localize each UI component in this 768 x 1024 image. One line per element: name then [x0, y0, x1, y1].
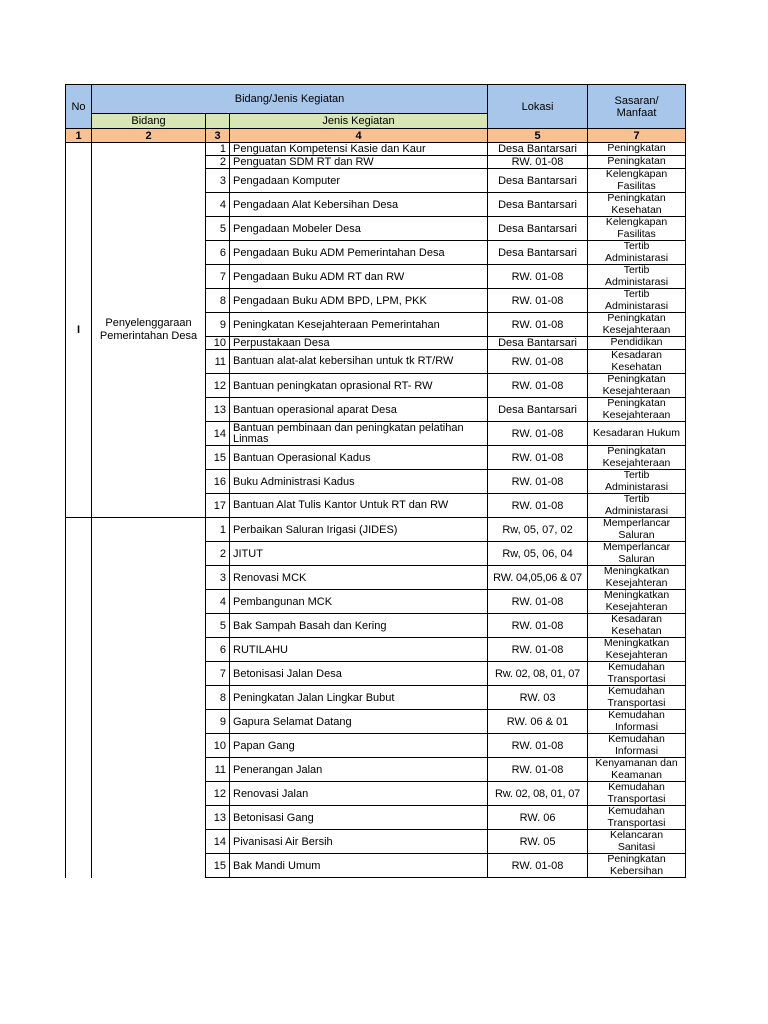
target-benefit: Peningkatan: [588, 143, 686, 156]
activity-name: Buku Administrasi Kadus: [230, 470, 488, 494]
table-row: [66, 143, 686, 156]
header-blank: [206, 114, 230, 129]
location: RW. 01-08: [488, 854, 588, 878]
column-number: 5: [488, 129, 588, 143]
row-number: 11: [206, 758, 230, 782]
target-benefit: Memperlancar Saluran: [588, 518, 686, 542]
header-jenis: Jenis Kegiatan: [230, 114, 488, 129]
activity-name: Penerangan Jalan: [230, 758, 488, 782]
row-number: 15: [206, 854, 230, 878]
location: Desa Bantarsari: [488, 143, 588, 156]
row-number: 10: [206, 734, 230, 758]
row-number: 17: [206, 494, 230, 518]
row-number: 8: [206, 686, 230, 710]
location: Desa Bantarsari: [488, 193, 588, 217]
activity-name: Pengadaan Alat Kebersihan Desa: [230, 193, 488, 217]
row-number: 2: [206, 156, 230, 169]
location: RW. 01-08: [488, 422, 588, 446]
row-number: 11: [206, 350, 230, 374]
location: RW. 01-08: [488, 734, 588, 758]
location: RW. 01-08: [488, 494, 588, 518]
row-number: 3: [206, 169, 230, 193]
location: RW. 01-08: [488, 446, 588, 470]
activity-name: Bak Sampah Basah dan Kering: [230, 614, 488, 638]
activity-name: Pengadaan Mobeler Desa: [230, 217, 488, 241]
target-benefit: Kelancaran Sanitasi: [588, 830, 686, 854]
activity-name: Bak Mandi Umum: [230, 854, 488, 878]
target-benefit: Meningkatkan Kesejahteran: [588, 638, 686, 662]
activity-name: Perbaikan Saluran Irigasi (JIDES): [230, 518, 488, 542]
activity-name: Pivanisasi Air Bersih: [230, 830, 488, 854]
row-number: 16: [206, 470, 230, 494]
activity-name: Pengadaan Buku ADM Pemerintahan Desa: [230, 241, 488, 265]
target-benefit: Tertib Administarasi: [588, 494, 686, 518]
row-number: 9: [206, 710, 230, 734]
row-number: 5: [206, 614, 230, 638]
activity-name: Bantuan peningkatan oprasional RT- RW: [230, 374, 488, 398]
activity-name: Penguatan Kompetensi Kasie dan Kaur: [230, 143, 488, 156]
location: Desa Bantarsari: [488, 241, 588, 265]
activity-name: Betonisasi Jalan Desa: [230, 662, 488, 686]
activity-name: RUTILAHU: [230, 638, 488, 662]
activity-name: Peningkatan Kesejahteraan Pemerintahan: [230, 313, 488, 337]
row-number: 13: [206, 398, 230, 422]
target-benefit: Kemudahan Transportasi: [588, 686, 686, 710]
row-number: 4: [206, 193, 230, 217]
target-benefit: Peningkatan Kesejahteraan: [588, 313, 686, 337]
section-number: I: [66, 143, 92, 518]
location: RW. 01-08: [488, 374, 588, 398]
row-number: 1: [206, 518, 230, 542]
activity-name: Pengadaan Buku ADM RT dan RW: [230, 265, 488, 289]
row-number: 10: [206, 337, 230, 350]
row-number: 14: [206, 422, 230, 446]
target-benefit: Kemudahan Informasi: [588, 710, 686, 734]
target-benefit: Kemudahan Transportasi: [588, 782, 686, 806]
location: RW. 01-08: [488, 614, 588, 638]
row-number: 13: [206, 806, 230, 830]
activity-name: Renovasi MCK: [230, 566, 488, 590]
activity-name: Bantuan pembinaan dan peningkatan pelatihan Linmas: [230, 422, 488, 446]
target-benefit: Tertib Administarasi: [588, 265, 686, 289]
location: RW. 05: [488, 830, 588, 854]
target-benefit: Kesadaran Kesehatan: [588, 350, 686, 374]
target-benefit: Kenyamanan dan Keamanan: [588, 758, 686, 782]
location: Desa Bantarsari: [488, 169, 588, 193]
location: RW. 01-08: [488, 265, 588, 289]
row-number: 1: [206, 143, 230, 156]
location: Rw, 05, 06, 04: [488, 542, 588, 566]
target-benefit: Peningkatan Kesehatan: [588, 193, 686, 217]
table-row: [66, 518, 686, 542]
target-benefit: Kemudahan Transportasi: [588, 806, 686, 830]
section-number: [66, 518, 92, 878]
target-benefit: Kemudahan Informasi: [588, 734, 686, 758]
row-number: 14: [206, 830, 230, 854]
location: Desa Bantarsari: [488, 217, 588, 241]
row-number: 2: [206, 542, 230, 566]
row-number: 8: [206, 289, 230, 313]
header-no: No: [66, 85, 92, 129]
row-number: 3: [206, 566, 230, 590]
location: Rw. 02, 08, 01, 07: [488, 662, 588, 686]
target-benefit: Kesadaran Hukum: [588, 422, 686, 446]
activity-name: Papan Gang: [230, 734, 488, 758]
location: RW. 01-08: [488, 350, 588, 374]
location: RW. 06 & 01: [488, 710, 588, 734]
activity-name: Bantuan alat-alat kebersihan untuk tk RT/RW: [230, 350, 488, 374]
target-benefit: Tertib Administarasi: [588, 470, 686, 494]
target-benefit: Memperlancar Saluran: [588, 542, 686, 566]
row-number: 5: [206, 217, 230, 241]
header-sasaran: Sasaran/ Manfaat: [588, 85, 686, 129]
activity-name: Gapura Selamat Datang: [230, 710, 488, 734]
activity-name: Renovasi Jalan: [230, 782, 488, 806]
location: RW. 04,05,06 & 07: [488, 566, 588, 590]
column-number: 1: [66, 129, 92, 143]
column-number-row: [66, 129, 686, 143]
header-bidang: Bidang: [92, 114, 206, 129]
location: Rw, 05, 07, 02: [488, 518, 588, 542]
row-number: 15: [206, 446, 230, 470]
location: Desa Bantarsari: [488, 398, 588, 422]
row-number: 12: [206, 374, 230, 398]
location: RW. 01-08: [488, 470, 588, 494]
location: Rw. 02, 08, 01, 07: [488, 782, 588, 806]
target-benefit: Peningkatan Kesejahteraan: [588, 374, 686, 398]
target-benefit: Peningkatan Kesejahteraan: [588, 446, 686, 470]
target-benefit: Kelengkapan Fasilitas: [588, 169, 686, 193]
activity-name: Bantuan operasional aparat Desa: [230, 398, 488, 422]
activity-name: Pembangunan MCK: [230, 590, 488, 614]
column-number: 3: [206, 129, 230, 143]
target-benefit: Kelengkapan Fasilitas: [588, 217, 686, 241]
target-benefit: Meningkatkan Kesejahteran: [588, 566, 686, 590]
target-benefit: Peningkatan Kesejahteraan: [588, 398, 686, 422]
location: RW. 03: [488, 686, 588, 710]
activity-name: Penguatan SDM RT dan RW: [230, 156, 488, 169]
location: RW. 01-08: [488, 289, 588, 313]
document-page: [65, 84, 685, 878]
header-lokasi: Lokasi: [488, 85, 588, 129]
location: RW. 01-08: [488, 758, 588, 782]
activity-name: Bantuan Alat Tulis Kantor Untuk RT dan RW: [230, 494, 488, 518]
section-bidang: Penyelenggaraan Pemerintahan Desa: [92, 143, 206, 518]
row-number: 6: [206, 241, 230, 265]
target-benefit: Meningkatkan Kesejahteran: [588, 590, 686, 614]
row-number: 4: [206, 590, 230, 614]
section-bidang: [92, 518, 206, 878]
location: RW. 01-08: [488, 156, 588, 169]
column-number: 4: [230, 129, 488, 143]
location: RW. 01-08: [488, 590, 588, 614]
location: RW. 06: [488, 806, 588, 830]
row-number: 7: [206, 662, 230, 686]
location: Desa Bantarsari: [488, 337, 588, 350]
target-benefit: Peningkatan Kebersihan: [588, 854, 686, 878]
activity-name: Betonisasi Gang: [230, 806, 488, 830]
target-benefit: Tertib Administarasi: [588, 241, 686, 265]
target-benefit: Kemudahan Transportasi: [588, 662, 686, 686]
activity-name: Perpustakaan Desa: [230, 337, 488, 350]
target-benefit: Tertib Administarasi: [588, 289, 686, 313]
row-number: 6: [206, 638, 230, 662]
activity-name: JITUT: [230, 542, 488, 566]
column-number: 7: [588, 129, 686, 143]
activity-name: Pengadaan Buku ADM BPD, LPM, PKK: [230, 289, 488, 313]
target-benefit: Peningkatan: [588, 156, 686, 169]
target-benefit: Kesadaran Kesehatan: [588, 614, 686, 638]
header-bidang-jenis: Bidang/Jenis Kegiatan: [92, 85, 488, 114]
row-number: 7: [206, 265, 230, 289]
location: RW. 01-08: [488, 638, 588, 662]
column-number: 2: [92, 129, 206, 143]
activity-table: [65, 84, 686, 878]
row-number: 9: [206, 313, 230, 337]
row-number: 12: [206, 782, 230, 806]
location: RW. 01-08: [488, 313, 588, 337]
activity-name: Pengadaan Komputer: [230, 169, 488, 193]
activity-name: Bantuan Operasional Kadus: [230, 446, 488, 470]
target-benefit: Pendidikan: [588, 337, 686, 350]
activity-name: Peningkatan Jalan Lingkar Bubut: [230, 686, 488, 710]
